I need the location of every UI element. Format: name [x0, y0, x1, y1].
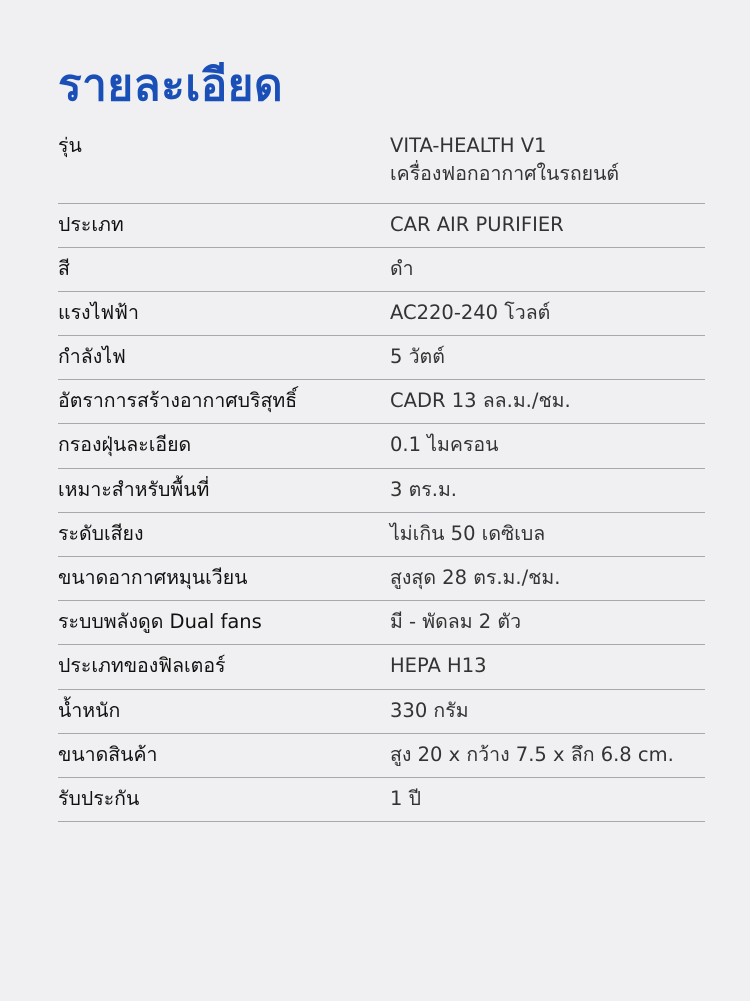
spec-label: ระบบพลังดูด Dual fans: [58, 610, 262, 634]
spec-label: กรองฝุ่นละเอียด: [58, 433, 192, 457]
spec-row-weight: [58, 690, 705, 734]
spec-label: สี: [58, 256, 70, 280]
spec-label: ระดับเสียง: [58, 521, 144, 545]
spec-row-power: [58, 336, 705, 380]
spec-row-model: [58, 130, 705, 204]
spec-value-line-1: VITA-HEALTH V1: [390, 134, 547, 157]
spec-label: น้ำหนัก: [58, 698, 121, 722]
spec-row-filtration: [58, 424, 705, 468]
spec-value: 5 วัตต์: [390, 345, 445, 369]
spec-value: 1 ปี: [390, 786, 421, 810]
spec-value: 330 กรัม: [390, 698, 469, 722]
spec-row-fans: [58, 601, 705, 645]
spec-row-noise: [58, 513, 705, 557]
spec-value: 3 ตร.ม.: [390, 477, 457, 501]
spec-label: อัตราการสร้างอากาศบริสุทธิ์: [58, 389, 298, 413]
spec-label: แรงไฟฟ้า: [58, 300, 139, 324]
spec-label: ขนาดสินค้า: [58, 742, 158, 766]
spec-row-cadr: [58, 380, 705, 424]
spec-row-voltage: [58, 292, 705, 336]
spec-row-coverage: [58, 469, 705, 513]
spec-value: CAR AIR PURIFIER: [390, 212, 564, 236]
spec-row-airflow: [58, 557, 705, 601]
page-title: รายละเอียด: [58, 60, 284, 111]
spec-label: รับประกัน: [58, 786, 140, 810]
spec-label: ประเภทของฟิลเตอร์: [58, 654, 226, 678]
spec-value: 0.1 ไมครอน: [390, 433, 499, 457]
spec-value: AC220-240 โวลต์: [390, 300, 551, 324]
spec-row-warranty: [58, 778, 705, 822]
spec-value: สูงสุด 28 ตร.ม./ชม.: [390, 566, 561, 589]
spec-value: มี - พัดลม 2 ตัว: [390, 610, 522, 634]
spec-row-color: [58, 248, 705, 292]
spec-value: ไม่เกิน 50 เดซิเบล: [390, 521, 546, 545]
spec-value: ดำ: [390, 256, 414, 280]
spec-label: รุ่น: [58, 134, 82, 157]
spec-table: [58, 130, 705, 822]
spec-row-filter-type: [58, 645, 705, 689]
spec-value: HEPA H13: [390, 654, 487, 678]
spec-label: ขนาดอากาศหมุนเวียน: [58, 566, 248, 589]
spec-row-type: [58, 204, 705, 248]
spec-value: CADR 13 ลล.ม./ชม.: [390, 389, 571, 413]
spec-value-line-2: เครื่องฟอกอากาศในรถยนต์: [390, 162, 620, 185]
spec-label: ประเภท: [58, 212, 124, 236]
spec-label: เหมาะสำหรับพื้นที่: [58, 477, 210, 501]
spec-value: สูง 20 x กว้าง 7.5 x ลึก 6.8 cm.: [390, 742, 674, 766]
spec-value: [390, 132, 705, 188]
spec-label: กำลังไฟ: [58, 345, 126, 369]
spec-row-dimensions: [58, 734, 705, 778]
